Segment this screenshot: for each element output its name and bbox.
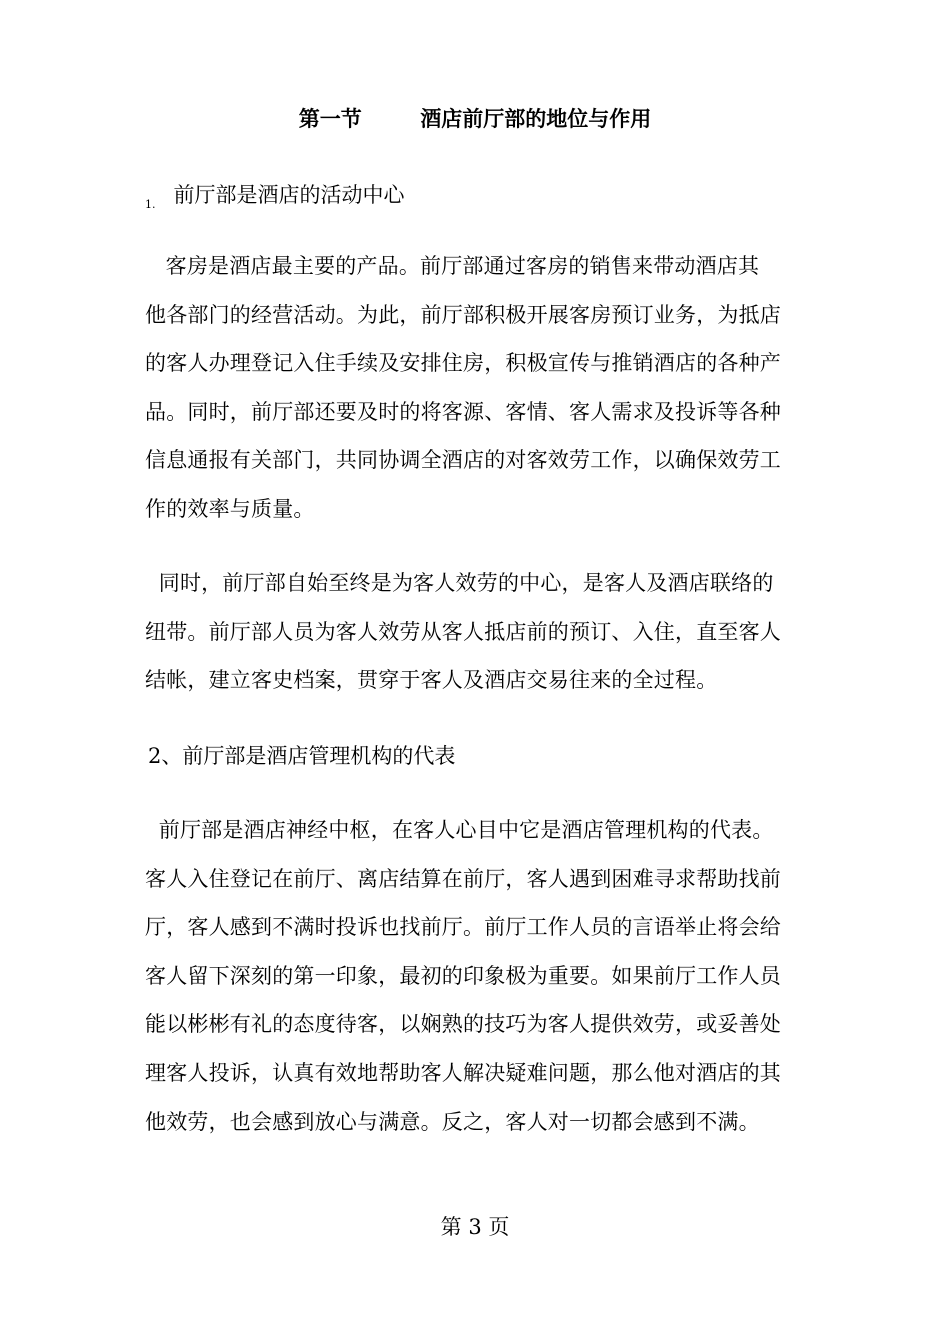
paragraph-line: 他各部门的经营活动。为此，前厅部积极开展客房预订业务，为抵店: [145, 302, 781, 327]
paragraph-2: [145, 559, 820, 705]
paragraph-line: 同时，前厅部自始至终是为客人效劳的中心，是客人及酒店联络的: [145, 571, 774, 595]
paragraph-line: 厅，客人感到不满时投诉也找前厅。前厅工作人员的言语举止将会给: [145, 915, 781, 940]
paragraph-line: 信息通报有关部门，共同协调全酒店的对客效劳工作，以确保效劳工: [145, 448, 781, 473]
section-title: 第一节 酒店前厅部的地位与作用: [298, 107, 652, 131]
paragraph-line: 结帐，建立客史档案，贯穿于客人及酒店交易往来的全过程。: [145, 668, 718, 693]
paragraph-line: 前厅部是酒店神经中枢，在客人心目中它是酒店管理机构的代表。: [145, 818, 774, 842]
paragraph-line: 他效劳，也会感到放心与满意。反之，客人对一切都会感到不满。: [145, 1109, 760, 1134]
heading-1: [145, 180, 405, 214]
paragraph-line: 纽带。前厅部人员为客人效劳从客人抵店前的预订、入住，直至客人: [145, 619, 781, 644]
heading-1-number: 1.: [145, 198, 156, 211]
paragraph-line: 的客人办理登记入住手续及安排住房，积极宣传与推销酒店的各种产: [145, 351, 781, 376]
heading-1-text: 前厅部是酒店的活动中心: [173, 183, 405, 207]
paragraph-line: 客房是酒店最主要的产品。前厅部通过客房的销售来带动酒店其: [145, 254, 760, 278]
paragraph-line: 客人入住登记在前厅、离店结算在前厅，客人遇到困难寻求帮助找前: [145, 866, 781, 891]
page-number: 第 3 页: [440, 1215, 510, 1239]
heading-2: 2、前厅部是酒店管理机构的代表: [148, 744, 456, 768]
paragraph-line: 品。同时，前厅部还要及时的将客源、客情、客人需求及投诉等各种: [145, 399, 781, 424]
paragraph-line: 作的效率与质量。: [145, 496, 315, 521]
paragraph-1: [145, 242, 820, 534]
paragraph-line: 理客人投诉，认真有效地帮助客人解决疑难问题，那么他对酒店的其: [145, 1060, 781, 1085]
paragraph-3: [145, 806, 820, 1146]
paragraph-line: 客人留下深刻的第一印象，最初的印象极为重要。如果前厅工作人员: [145, 963, 781, 988]
paragraph-line: 能以彬彬有礼的态度待客，以娴熟的技巧为客人提供效劳，或妥善处: [145, 1012, 781, 1037]
